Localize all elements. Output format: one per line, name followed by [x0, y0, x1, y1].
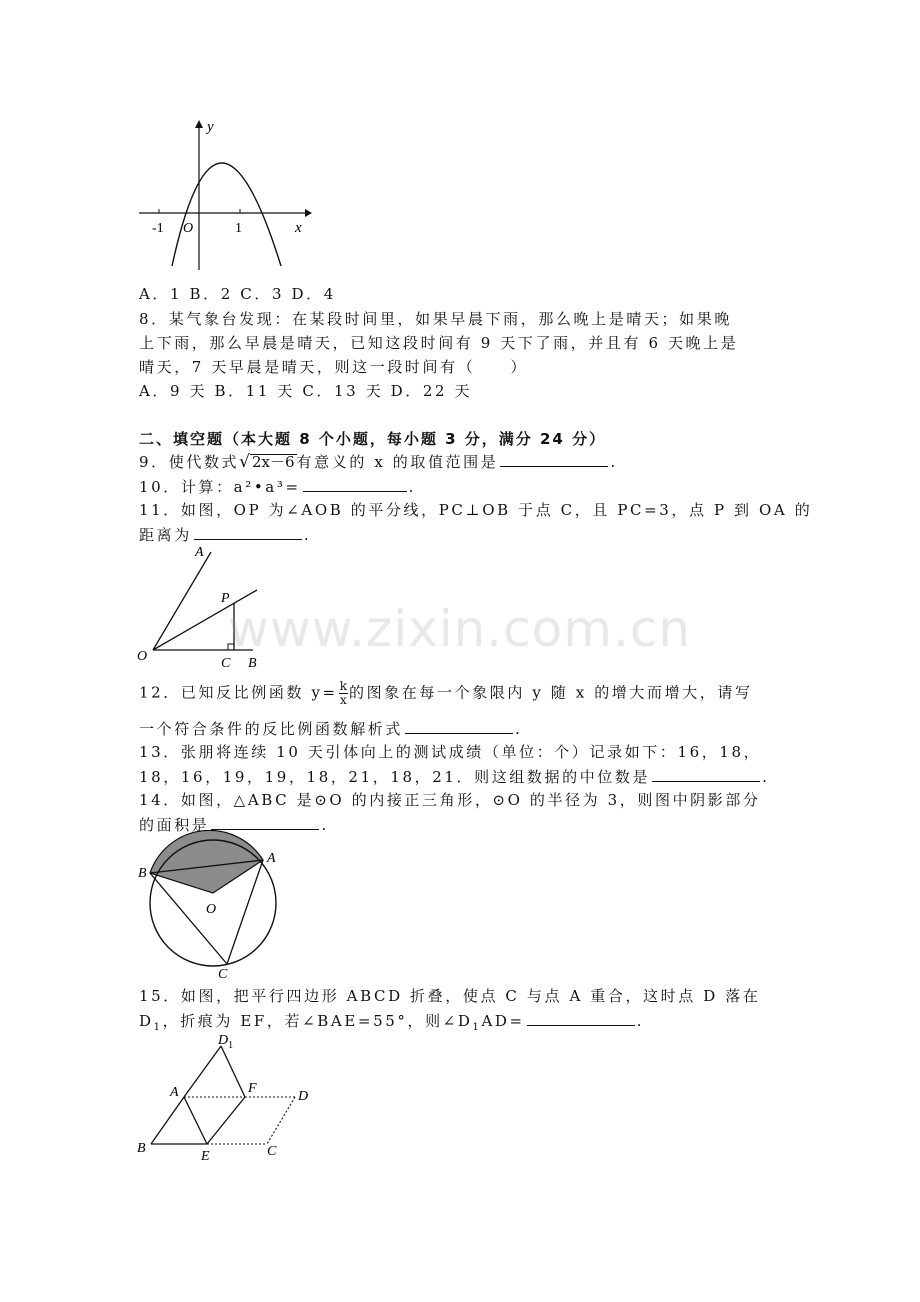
q15-suffix: AD= — [481, 1012, 525, 1030]
q14-line1: 14．如图，△ABC 是⊙O 的内接正三角形，⊙O 的半径为 3，则图中阴影部分 — [139, 791, 761, 809]
q12-frac-num: k — [339, 679, 347, 693]
x-axis-arrow — [305, 209, 312, 217]
q7-parabola-figure — [137, 118, 312, 273]
q12-line2-text: 一个符合条件的反比例函数解析式 — [139, 720, 404, 738]
label-a: A — [267, 851, 276, 866]
q9-prefix: 9．使代数式 — [139, 453, 240, 471]
x-axis-label: x — [295, 220, 302, 236]
q12-line2 — [139, 719, 522, 738]
sqrt-symbol: √ — [239, 452, 250, 472]
segment-ae — [184, 1097, 207, 1144]
q13-line2-text: 18，16，19，19，18，21，18，21．则这组数据的中位数是 — [139, 768, 651, 786]
q12-answer-blank[interactable] — [405, 719, 513, 734]
y-axis-arrow — [195, 120, 203, 128]
dashed-dc — [267, 1097, 295, 1144]
watermark: www.zixin.com.cn — [228, 600, 692, 658]
q15-parallelogram-figure — [134, 1032, 319, 1167]
q14-answer-blank[interactable] — [211, 815, 319, 830]
q8-line1: 8．某气象台发现：在某段时间里，如果早晨下雨，那么晚上是晴天；如果晚 — [139, 310, 732, 328]
q11-line2-text: 距离为 — [139, 526, 192, 544]
fold-ef — [207, 1097, 245, 1144]
label-origin: O — [183, 221, 194, 236]
label-d: D — [298, 1089, 309, 1104]
label-e: E — [201, 1149, 210, 1164]
label-d1: $D_1$ — [218, 1033, 234, 1051]
q15-sub1: 1 — [153, 1022, 163, 1033]
label-o: O — [206, 902, 217, 917]
y-axis-label: y — [207, 119, 214, 135]
label-c: C — [218, 967, 228, 980]
segment-d1f — [221, 1046, 245, 1097]
q10-line — [139, 477, 416, 496]
q8-line2: 上下雨，那么早晨是晴天，已知这段时间有 9 天下了雨，并且有 6 天晚上是 — [139, 334, 739, 352]
q15-end: . — [636, 1012, 645, 1030]
label-a: A — [195, 545, 204, 560]
q13-line1: 13．张朋将连续 10 天引体向上的测试成绩（单位：个）记录如下：16，18， — [139, 743, 762, 761]
q13-end: . — [762, 768, 770, 786]
side-ab — [151, 1097, 184, 1144]
q14-line2-text: 的面积是 — [139, 816, 210, 834]
q15-answer-blank[interactable] — [527, 1011, 635, 1026]
label-a: A — [170, 1085, 179, 1100]
label-b: B — [138, 866, 147, 881]
parabola-curve — [172, 163, 281, 266]
label-p: P — [221, 591, 230, 606]
label-f: F — [248, 1081, 257, 1096]
q14-circle-figure — [136, 830, 286, 980]
label-one: 1 — [235, 221, 242, 236]
q12-fraction — [339, 680, 348, 707]
label-b: B — [248, 656, 257, 671]
q13-line2 — [139, 767, 769, 786]
label-o: O — [137, 649, 148, 664]
q9-answer-blank[interactable] — [500, 452, 608, 467]
q8-options: A．9 天 B．11 天 C．13 天 D．22 天 — [139, 382, 473, 400]
label-neg-one: -1 — [152, 221, 164, 236]
q12-end: . — [515, 720, 523, 738]
q11-end: . — [303, 526, 312, 544]
q9-suffix: 有意义的 x 的取值范围是 — [296, 453, 499, 471]
q10-end: . — [408, 478, 416, 496]
label-c: C — [267, 1144, 277, 1159]
q10-prefix: 10．计算：a²•a³= — [139, 478, 301, 496]
ray-oa — [153, 552, 211, 650]
q11-line1: 11．如图，OP 为∠AOB 的平分线，PC⊥OB 于点 C，且 PC=3，点 P 到 OA 的 — [139, 501, 813, 519]
q8-line3: 晴天，7 天早晨是晴天，则这一段时间有（ ） — [139, 358, 529, 376]
segment-ad1 — [184, 1046, 221, 1097]
q12-suffix: 的图象在每一个象限内 y 随 x 的增大而增大，请写 — [348, 683, 753, 702]
label-c: C — [221, 656, 231, 671]
q9-end: . — [610, 453, 618, 471]
q13-answer-blank[interactable] — [652, 767, 760, 782]
q9-radicand: 2x－6 — [252, 453, 295, 471]
q15-sub2: 1 — [472, 1022, 482, 1033]
q12-prefix: 12．已知反比例函数 y= — [139, 683, 338, 702]
q11-answer-blank[interactable] — [194, 525, 302, 540]
q15-mid: ，折痕为 EF，若∠BAE=55°，则∠D — [162, 1012, 473, 1030]
section2-title: 二、填空题（本大题 8 个小题，每小题 3 分，满分 24 分） — [139, 430, 607, 448]
q10-answer-blank[interactable] — [303, 477, 407, 492]
q7-options: A．1 B．2 C．3 D．4 — [139, 285, 336, 303]
q12-frac-den: x — [339, 693, 347, 707]
q15-d: D — [139, 1012, 154, 1030]
label-b: B — [137, 1141, 146, 1156]
q9-line — [139, 452, 618, 471]
q14-end: . — [321, 816, 329, 834]
q15-line1: 15．如图，把平行四边形 ABCD 折叠，使点 C 与点 A 重合，这时点 D 落在 — [139, 987, 761, 1005]
q12-line1 — [139, 680, 753, 707]
